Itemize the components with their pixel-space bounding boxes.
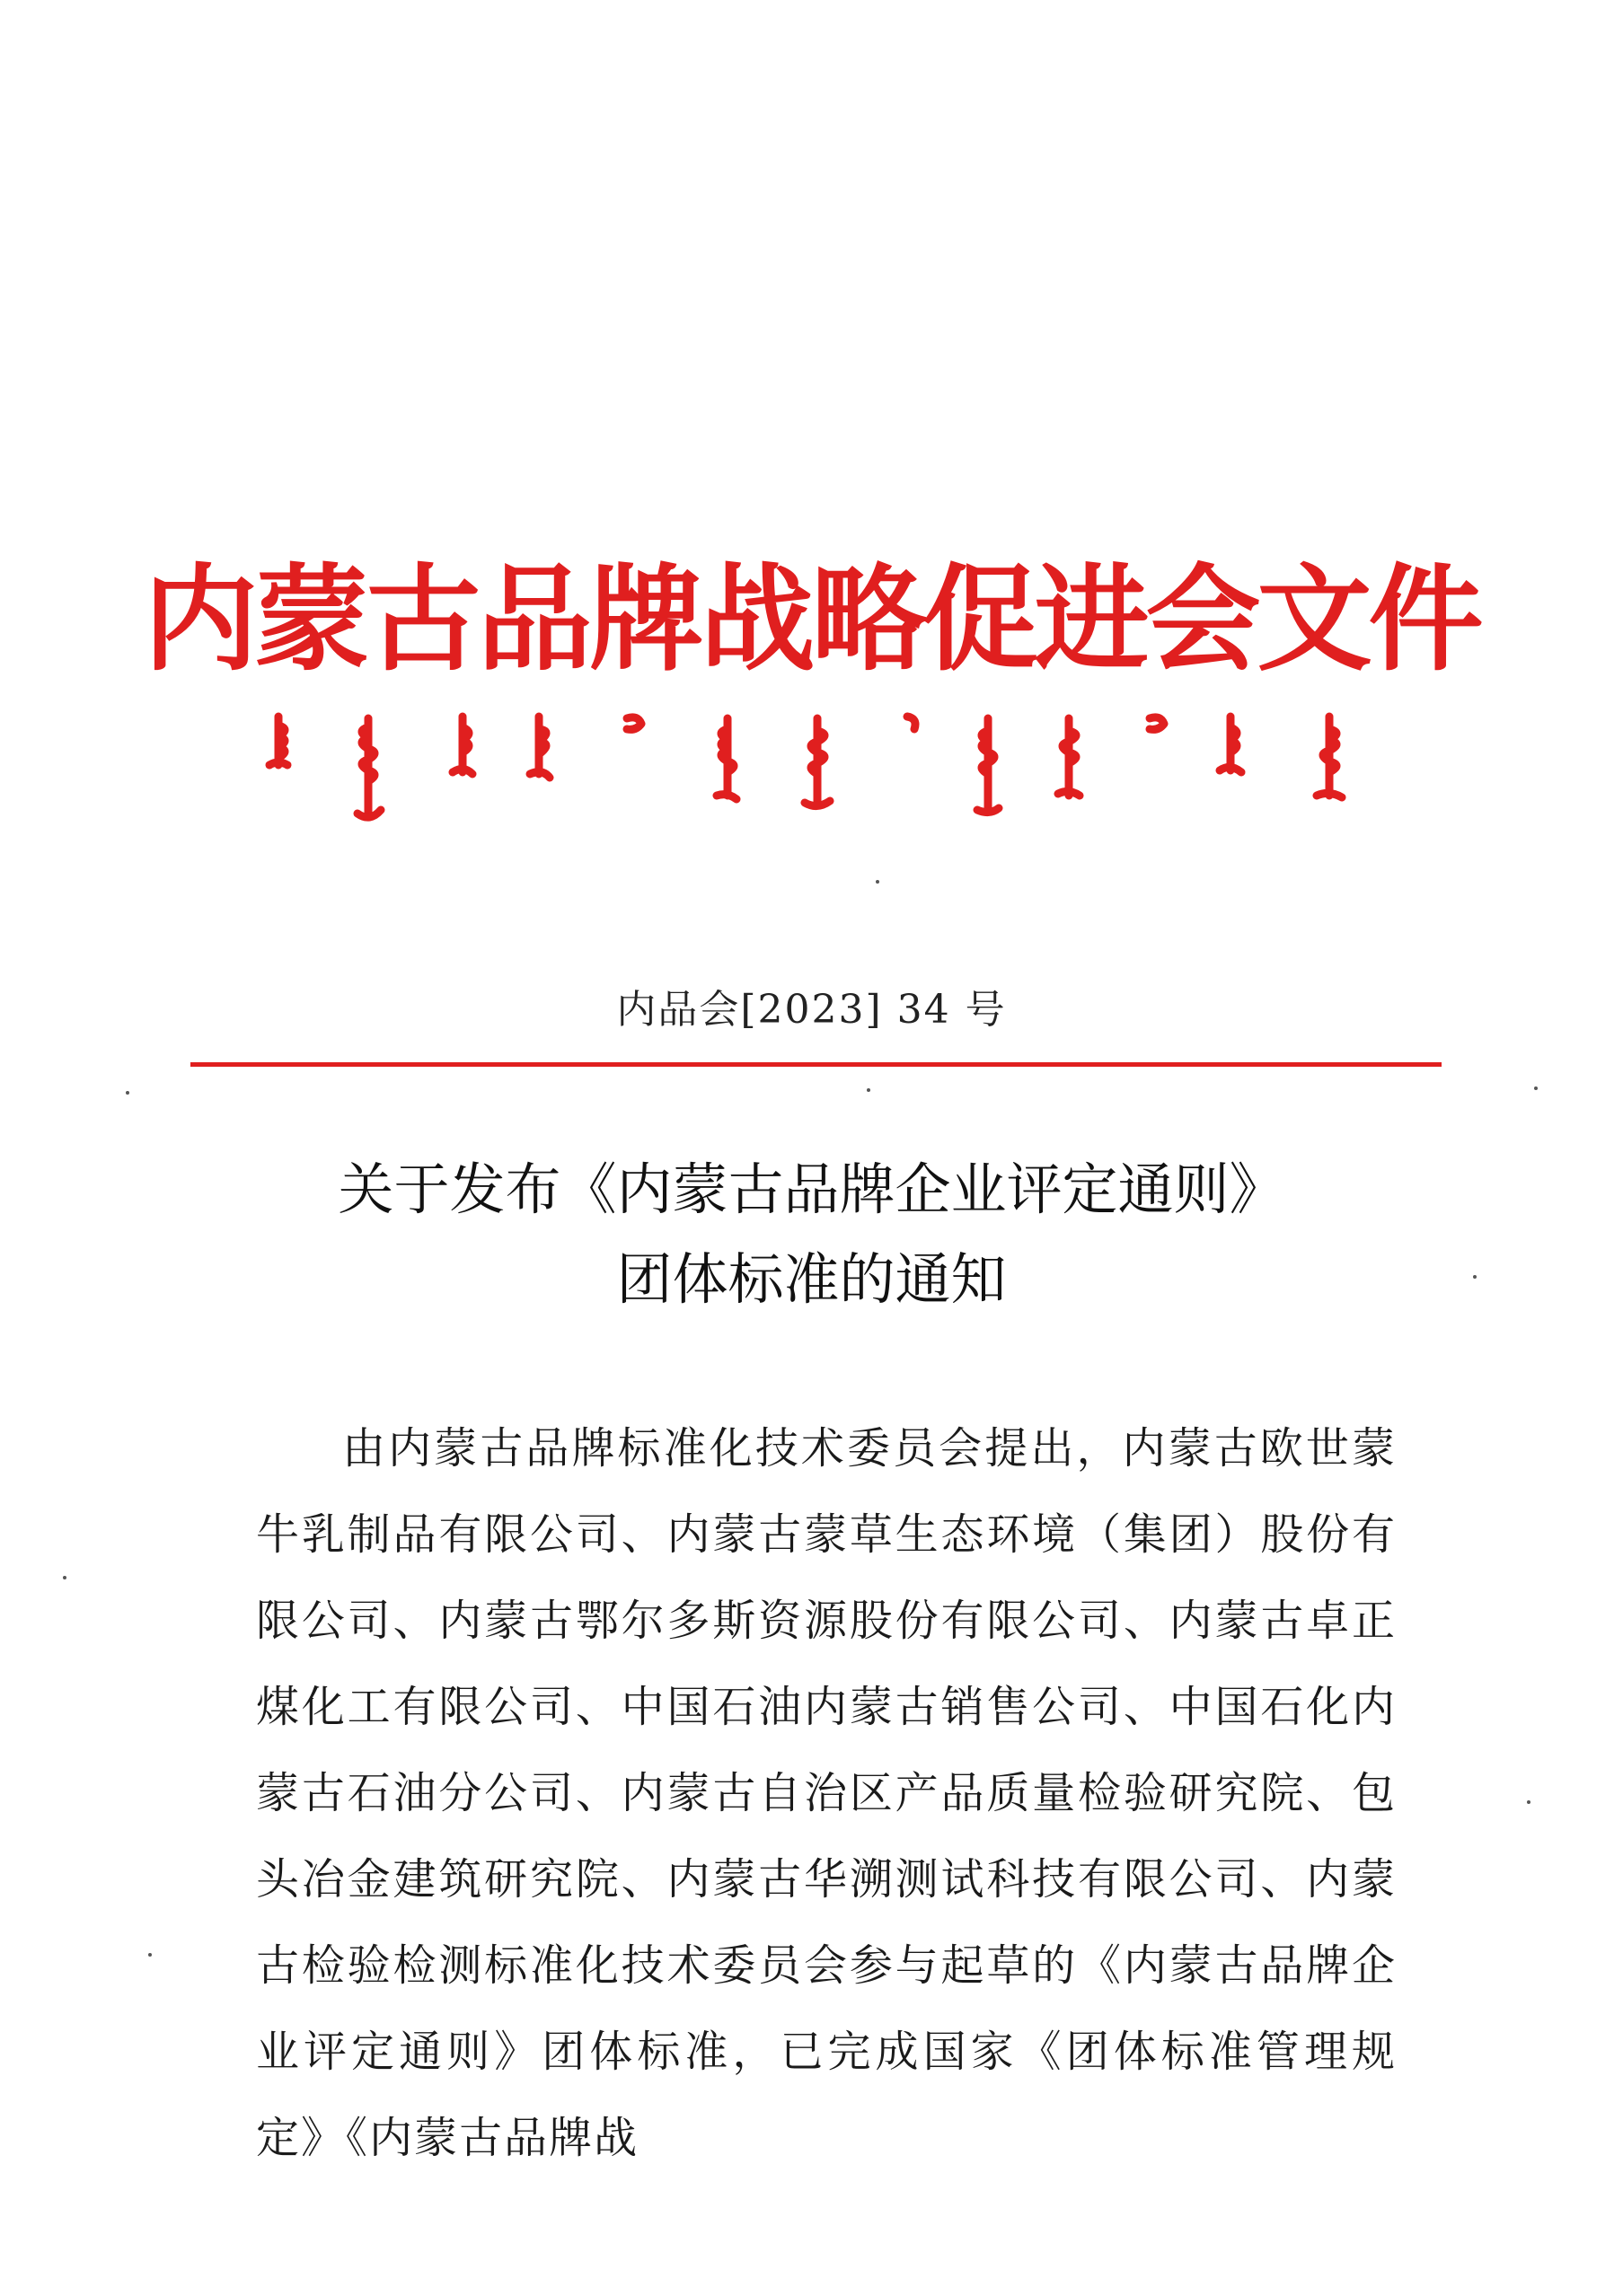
organization-file-title: 内蒙古品牌战略促进会文件 [143, 552, 1480, 687]
body-text [256, 1405, 1397, 2181]
scan-speck [1473, 1275, 1477, 1279]
notice-title-line-1: 关于发布《内蒙古品牌企业评定通则》 [338, 1157, 1285, 1222]
notice-title [0, 1145, 1623, 1324]
mongolian-script-title [260, 709, 1374, 835]
red-divider-line [190, 1062, 1442, 1067]
scan-speck [867, 1088, 870, 1092]
body-paragraph: 由内蒙古品牌标准化技术委员会提出，内蒙古欧世蒙牛乳制品有限公司、内蒙古蒙草生态环境（集团）股份有限公司、内蒙古鄂尔多斯资源股份有限公司、内蒙古卓正煤化工有限公司、中国石油内蒙古销售公司、中国石化内蒙古石油分公司、内蒙古自治区产品质量检验研究院、包头冶金建筑研究院、内蒙古华溯测试科技有限公司、内蒙古检验检测标准化技术委员会参与起草的《内蒙古品牌企业评定通则》团体标准，已完成国家《团体标准管理规定》《内蒙古品牌战 [256, 1423, 1397, 2163]
mongolian-script-graphic [260, 709, 1374, 835]
scan-speck [1527, 1800, 1530, 1804]
notice-title-line-2: 团体标准的通知 [616, 1246, 1007, 1312]
scan-speck [1534, 1086, 1538, 1090]
scan-speck [148, 1953, 152, 1957]
scan-speck [876, 880, 879, 884]
scan-speck [126, 1091, 129, 1095]
scan-speck [63, 1576, 66, 1579]
document-number: 内品会[2023] 34 号 [616, 987, 1007, 1033]
